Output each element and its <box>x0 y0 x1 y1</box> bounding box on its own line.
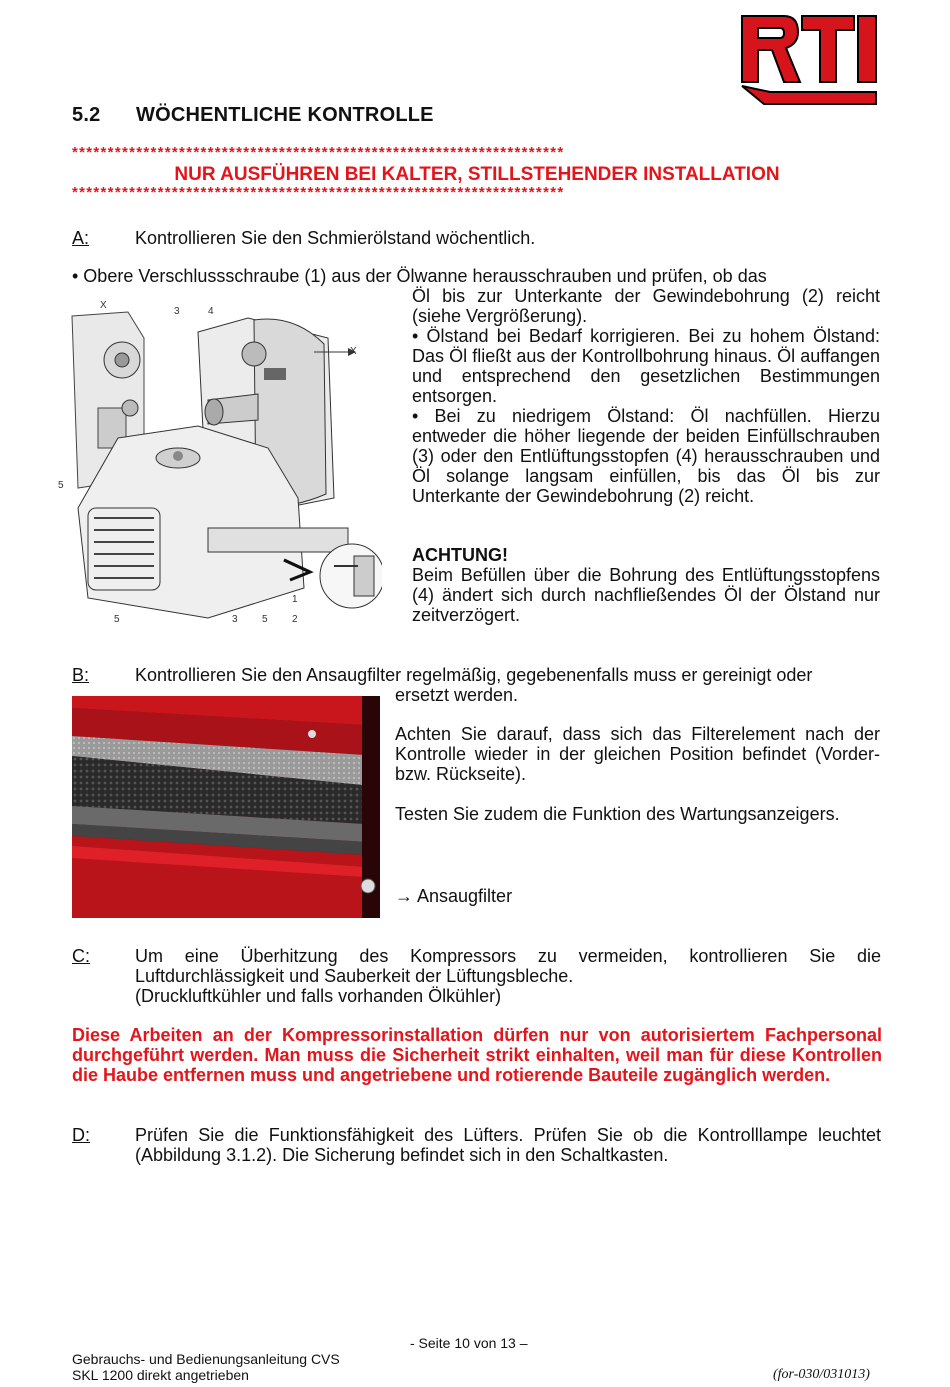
section-heading <box>72 104 434 127</box>
diagram-label-5b: 5 <box>114 614 120 625</box>
b-line2: ersetzt werden. <box>395 685 519 705</box>
achtung-title: ACHTUNG! <box>412 545 508 565</box>
footer-doc-code: (for-030/031013) <box>773 1367 870 1382</box>
warning-stars-bottom: ********************************************************************* <box>72 184 565 201</box>
label-d: D: <box>72 1125 90 1145</box>
label-b: B: <box>72 665 90 685</box>
safety-warning: Diese Arbeiten an der Kompressorinstallation dürfen nur von autorisiertem Fachpersonal durchgeführt werden. Man muss die Sicherheit strikt einhalten, weil man für diese Kontrollen die Haube entfernen muss und angetriebene und rotierende Bauteile zugänglich werden. <box>72 1025 882 1085</box>
d-text: Prüfen Sie die Funktionsfähigkeit des Lüfters. Prüfen Sie ob die Kontrolllampe leuchtet (Abbildung 3.1.2). Die Sicherung befindet sich in den Schaltkasten. <box>135 1125 881 1165</box>
page-number: - Seite 10 von 13 – <box>410 1335 528 1351</box>
a-bullet1-line1: • Obere Verschlussschraube (1) aus der Ölwanne herausschrauben und prüfen, ob das <box>72 266 767 286</box>
label-c: C: <box>72 946 90 966</box>
label-a: A: <box>72 228 90 248</box>
rti-logo <box>736 8 882 106</box>
warning-text: NUR AUSFÜHREN BEI KALTER, STILLSTEHENDER INSTALLATION <box>174 164 780 185</box>
footer-left-1: Gebrauchs- und Bedienungsanleitung CVS <box>72 1351 340 1367</box>
section-title: WÖCHENTLICHE KONTROLLE <box>136 104 434 126</box>
diagram-label-x2: X <box>350 346 357 357</box>
c-text: Um eine Überhitzung des Kompressors zu vermeiden, kontrollieren Sie die Luftdurchlässigkeit und Sauberkeit der Lüftungsbleche. <box>135 946 881 986</box>
b-line1: Kontrollieren Sie den Ansaugfilter regelmäßig, gegebenenfalls muss er gereinigt oder <box>135 665 813 685</box>
section-number: 5.2 <box>72 104 101 126</box>
intake-filter-photo <box>72 696 380 918</box>
footer-left-2: SKL 1200 direkt angetrieben <box>72 1367 249 1383</box>
diagram-label-2: 2 <box>292 614 298 625</box>
b-caption: → Ansaugfilter <box>395 886 513 906</box>
a-bullet3: • Bei zu niedrigem Ölstand: Öl nachfüllen. Hierzu entweder die höher liegende der beiden Einfüllschrauben (3) oder den Entlüftungsstopfen (4) herausschrauben und Öl solange langsam einfüllen, bis das Öl bis zur Unterkante der Gewindebohrung (2) reicht. <box>412 406 880 506</box>
diagram-label-4: 4 <box>208 306 214 317</box>
b-paragraph2: Achten Sie darauf, dass sich das Filterelement nach der Kontrolle wieder in der gleichen Position befindet (Vorder- bzw. Rückseite). <box>395 724 880 784</box>
warning-stars-top: ********************************************************************* <box>72 144 565 161</box>
a-bullet2: • Ölstand bei Bedarf korrigieren. Bei zu hohem Ölstand: Das Öl fließt aus der Kontrollbohrung hinaus. Öl auffangen und entsprechend den gesetzlichen Bestimmungen entsorgen. <box>412 326 880 406</box>
a-intro: Kontrollieren Sie den Schmierölstand wöchentlich. <box>135 228 536 248</box>
diagram-label-3b: 3 <box>232 614 238 625</box>
diagram-label-3: 3 <box>174 306 180 317</box>
compressor-diagram <box>58 298 382 630</box>
diagram-label-5a: 5 <box>58 480 64 491</box>
diagram-label-x1: X <box>100 300 107 311</box>
diagram-label-1: 1 <box>292 594 298 605</box>
c-text2: (Druckluftkühler und falls vorhanden Ölkühler) <box>135 986 502 1006</box>
achtung-text: Beim Befüllen über die Bohrung des Entlüftungsstopfens (4) ändert sich durch nachfließendes Öl der Ölstand nur zeitverzögert. <box>412 565 880 625</box>
diagram-label-5c: 5 <box>262 614 268 625</box>
a-bullet1-rest: Öl bis zur Unterkante der Gewindebohrung (2) reicht (siehe Vergrößerung). <box>412 286 880 326</box>
b-paragraph3: Testen Sie zudem die Funktion des Wartungsanzeigers. <box>395 804 840 824</box>
